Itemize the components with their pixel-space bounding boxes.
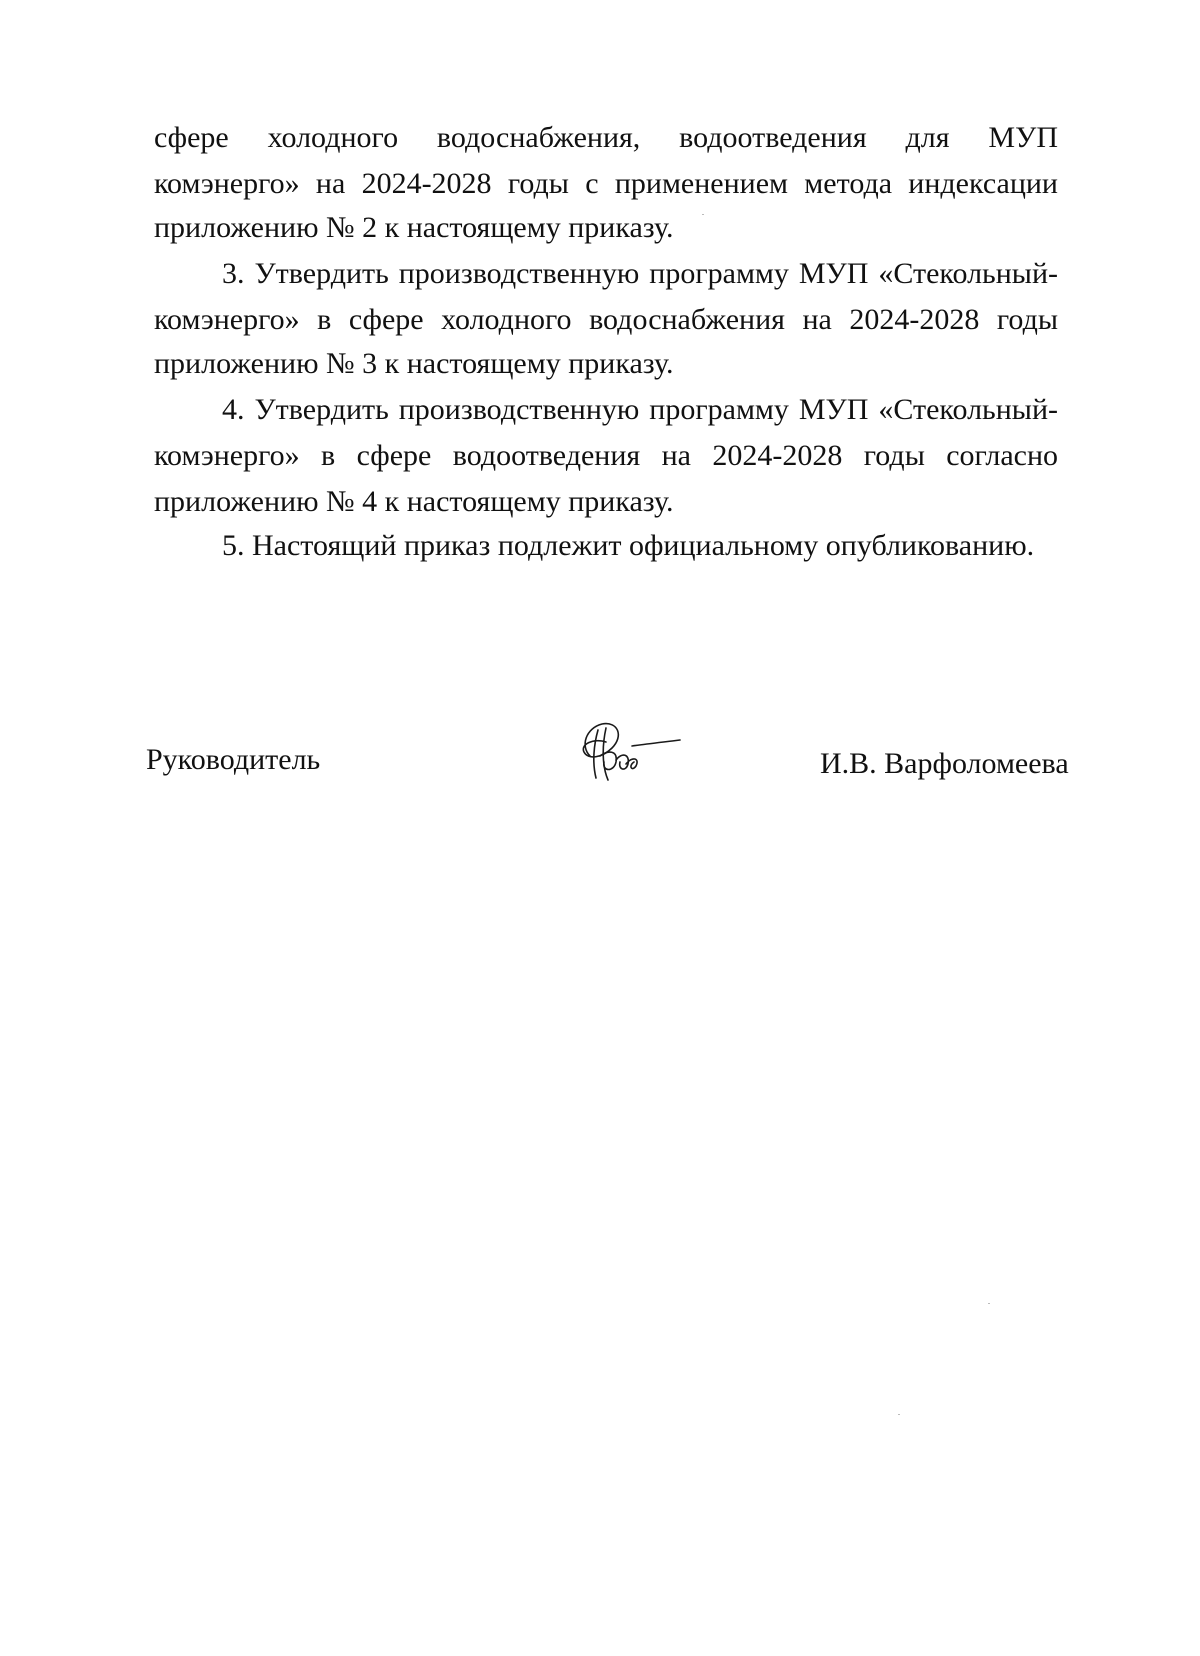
- scan-speck: [898, 1414, 900, 1415]
- paragraph-3-line-2: комэнерго» в сфере холодного водоснабжения на 2024-2028 годы: [154, 303, 1058, 336]
- paragraph-4-line-3: приложению № 4 к настоящему приказу.: [154, 485, 674, 518]
- scan-speck: [702, 214, 704, 215]
- signatory-name: И.В. Варфоломеева: [820, 747, 1069, 780]
- paragraph-3-line-1: 3. Утвердить производственную программу МУП «Стекольный-: [222, 257, 1058, 290]
- scan-speck: [988, 1303, 990, 1304]
- signatory-title: Руководитель: [146, 743, 321, 776]
- paragraph-5-line-1: 5. Настоящий приказ подлежит официальному опубликованию.: [222, 529, 1035, 562]
- paragraph-4-line-2: комэнерго» в сфере водоотведения на 2024-2028 годы согласно: [154, 439, 1058, 472]
- handwritten-signature-image: [572, 716, 682, 788]
- paragraph-4-line-1: 4. Утвердить производственную программу МУП «Стекольный-: [222, 393, 1058, 426]
- paragraph-2-line-1: сфере холодного водоснабжения, водоотведения для МУП: [154, 121, 1058, 154]
- paragraph-2-line-2: комэнерго» на 2024-2028 годы с применением метода индексации: [154, 167, 1058, 200]
- paragraph-3-line-3: приложению № 3 к настоящему приказу.: [154, 347, 674, 380]
- paragraph-2-line-3: приложению № 2 к настоящему приказу.: [154, 211, 674, 244]
